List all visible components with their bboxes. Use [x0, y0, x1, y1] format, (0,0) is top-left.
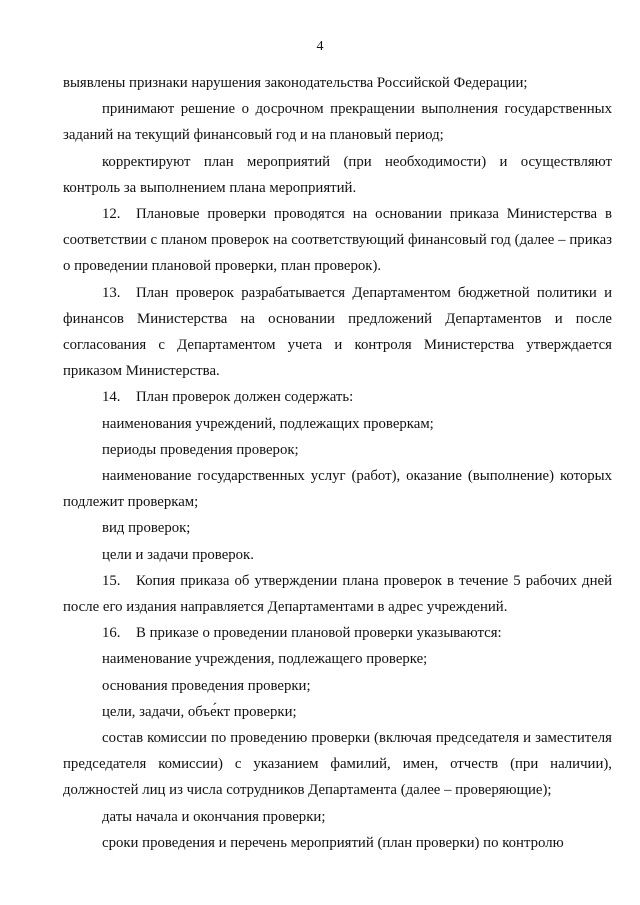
document-body [63, 70, 612, 856]
list-item [63, 411, 612, 437]
paragraph-early-termination [63, 96, 612, 148]
paragraph-text: наименование государственных услуг (работ), оказание (выполнение) которых подлежит проверкам; [63, 468, 612, 511]
paragraph-text: корректируют план мероприятий (при необходимости) и осуществляют контроль за выполнением плана мероприятий. [63, 153, 612, 196]
clause-number: 12. [102, 206, 121, 223]
list-item [63, 542, 612, 568]
paragraph-text: периоды проведения проверок; [102, 441, 299, 458]
list-item [63, 515, 612, 541]
paragraph-text: наименования учреждений, подлежащих проверкам; [102, 415, 434, 432]
clause-number: 15. [102, 572, 121, 589]
paragraph-text: В приказе о проведении плановой проверки указываются: [136, 625, 502, 642]
paragraph-text: Копия приказа об утверждении плана проверок в течение 5 рабочих дней после его издания направляется Департаментами в адрес учреждений. [63, 572, 612, 616]
paragraph-violations [63, 70, 612, 96]
paragraph-text: сроки проведения и перечень мероприятий (план проверки) по контролю [102, 834, 564, 851]
clause-15 [63, 568, 612, 620]
list-item [63, 437, 612, 463]
list-item [63, 673, 612, 699]
list-item [63, 463, 612, 515]
paragraph-text: наименование учреждения, подлежащего проверке; [102, 651, 428, 668]
clause-12 [63, 201, 612, 280]
paragraph-text: основания проведения проверки; [102, 677, 311, 694]
list-item [63, 804, 612, 830]
list-item [63, 646, 612, 672]
clause-number: 14. [102, 389, 121, 406]
clause-14 [63, 384, 612, 410]
paragraph-text: даты начала и окончания проверки; [102, 808, 326, 825]
paragraph-text: принимают решение о досрочном прекращении выполнения государственных заданий на текущий финансовый год и на плановый период; [63, 101, 612, 144]
paragraph-text: Плановые проверки проводятся на основании приказа Министерства в соответствии с планом проверок на соответствующий финансовый год (далее – приказ о проведении плановой проверки, план проверок). [63, 206, 612, 275]
paragraph-text: состав комиссии по проведению проверки (включая председателя и заместителя председателя комиссии) с указанием фамилий, имен, отчеств (при наличии), должностей лиц из числа сотрудников Департамента (далее – проверяющие); [63, 730, 612, 799]
list-item [63, 699, 612, 725]
list-item [63, 830, 612, 856]
clause-number: 16. [102, 625, 121, 642]
paragraph-text: План проверок должен содержать: [136, 389, 354, 406]
page-number: 4 [316, 39, 324, 54]
list-item [63, 725, 612, 804]
paragraph-adjust-plan [63, 149, 612, 201]
paragraph-text: цели, задачи, объе́кт проверки; [102, 703, 297, 720]
paragraph-text: выявлены признаки нарушения законодательства Российской Федерации; [63, 75, 528, 91]
clause-number: 13. [102, 284, 121, 301]
clause-13 [63, 280, 612, 385]
clause-16 [63, 620, 612, 646]
paragraph-text: цели и задачи проверок. [102, 546, 254, 563]
paragraph-text: вид проверок; [102, 520, 191, 537]
paragraph-text: План проверок разрабатывается Департаментом бюджетной политики и финансов Министерства на основании предложений Департаментов и после согласования с Департаментом учета и контроля Министерства утверждается приказом Министерства. [63, 284, 612, 380]
